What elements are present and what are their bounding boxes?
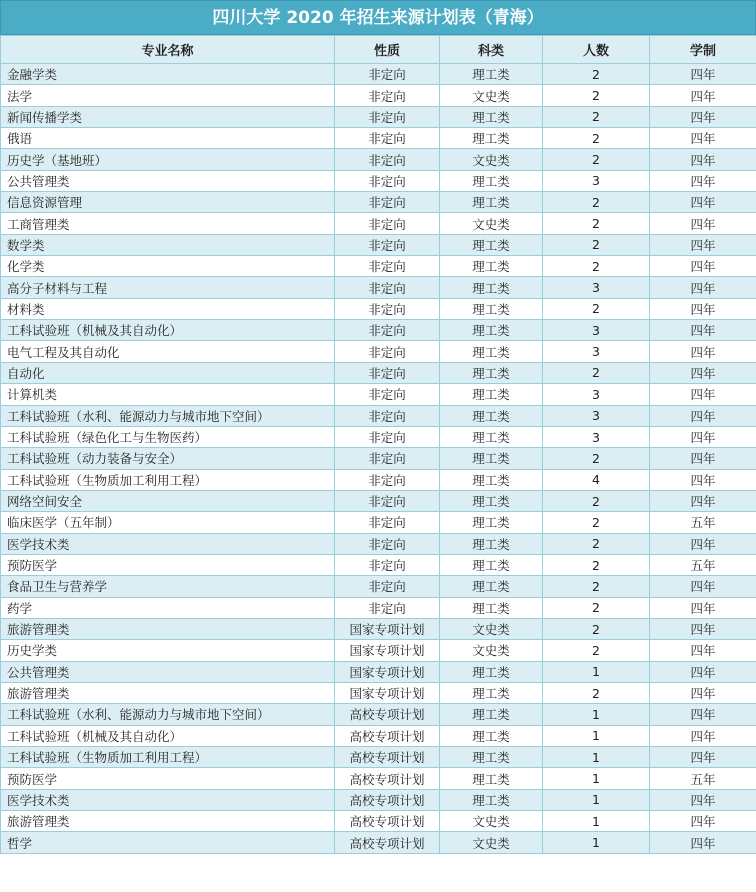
duration-cell: 四年: [650, 640, 756, 661]
table-row: [1, 128, 756, 149]
type-cell: 非定向: [335, 320, 440, 341]
table-row: [1, 554, 756, 575]
count-cell: 3: [543, 405, 650, 426]
type-cell: 国家专项计划: [335, 618, 440, 639]
major-cell: 法学: [1, 85, 335, 106]
type-cell: 非定向: [335, 128, 440, 149]
type-cell: 高校专项计划: [335, 789, 440, 810]
count-cell: 2: [543, 234, 650, 255]
type-cell: 非定向: [335, 405, 440, 426]
type-cell: 非定向: [335, 512, 440, 533]
count-cell: 1: [543, 725, 650, 746]
count-cell: 2: [543, 554, 650, 575]
count-cell: 1: [543, 811, 650, 832]
table-body: [1, 64, 756, 854]
category-cell: 理工类: [440, 661, 543, 682]
major-cell: 历史学类: [1, 640, 335, 661]
count-cell: 3: [543, 277, 650, 298]
count-cell: 2: [543, 618, 650, 639]
duration-cell: 四年: [650, 789, 756, 810]
category-cell: 理工类: [440, 554, 543, 575]
count-cell: 1: [543, 789, 650, 810]
major-cell: 工科试验班（绿色化工与生物医药）: [1, 426, 335, 447]
category-cell: 理工类: [440, 192, 543, 213]
duration-cell: 四年: [650, 490, 756, 511]
category-cell: 理工类: [440, 490, 543, 511]
table-row: [1, 789, 756, 810]
duration-cell: 四年: [650, 704, 756, 725]
duration-cell: 四年: [650, 384, 756, 405]
table-row: [1, 426, 756, 447]
count-cell: 2: [543, 85, 650, 106]
table-row: [1, 170, 756, 191]
major-cell: 网络空间安全: [1, 490, 335, 511]
major-cell: 自动化: [1, 362, 335, 383]
table-row: [1, 618, 756, 639]
duration-cell: 四年: [650, 682, 756, 703]
table-header-row: [1, 36, 756, 64]
count-cell: 2: [543, 682, 650, 703]
category-cell: 理工类: [440, 725, 543, 746]
table-row: [1, 277, 756, 298]
major-cell: 旅游管理类: [1, 618, 335, 639]
type-cell: 非定向: [335, 426, 440, 447]
type-cell: 高校专项计划: [335, 747, 440, 768]
major-cell: 计算机类: [1, 384, 335, 405]
header-duration: 学制: [650, 36, 756, 64]
duration-cell: 四年: [650, 362, 756, 383]
category-cell: 理工类: [440, 362, 543, 383]
category-cell: 理工类: [440, 533, 543, 554]
duration-cell: 四年: [650, 426, 756, 447]
table-row: [1, 341, 756, 362]
category-cell: 理工类: [440, 682, 543, 703]
category-cell: 理工类: [440, 576, 543, 597]
category-cell: 文史类: [440, 149, 543, 170]
major-cell: 工科试验班（水利、能源动力与城市地下空间）: [1, 405, 335, 426]
count-cell: 2: [543, 533, 650, 554]
major-cell: 高分子材料与工程: [1, 277, 335, 298]
type-cell: 非定向: [335, 384, 440, 405]
type-cell: 国家专项计划: [335, 682, 440, 703]
category-cell: 文史类: [440, 811, 543, 832]
table-row: [1, 597, 756, 618]
duration-cell: 四年: [650, 320, 756, 341]
table-row: [1, 533, 756, 554]
count-cell: 2: [543, 448, 650, 469]
table-row: [1, 213, 756, 234]
type-cell: 非定向: [335, 234, 440, 255]
table-row: [1, 234, 756, 255]
table-row: [1, 512, 756, 533]
type-cell: 高校专项计划: [335, 768, 440, 789]
duration-cell: 四年: [650, 618, 756, 639]
table-row: [1, 64, 756, 85]
type-cell: 高校专项计划: [335, 725, 440, 746]
duration-cell: 四年: [650, 341, 756, 362]
major-cell: 食品卫生与营养学: [1, 576, 335, 597]
category-cell: 理工类: [440, 768, 543, 789]
count-cell: 2: [543, 490, 650, 511]
duration-cell: 四年: [650, 192, 756, 213]
type-cell: 非定向: [335, 277, 440, 298]
category-cell: 理工类: [440, 277, 543, 298]
category-cell: 文史类: [440, 85, 543, 106]
duration-cell: 四年: [650, 405, 756, 426]
type-cell: 非定向: [335, 533, 440, 554]
major-cell: 药学: [1, 597, 335, 618]
table-row: [1, 362, 756, 383]
count-cell: 1: [543, 832, 650, 853]
major-cell: 公共管理类: [1, 170, 335, 191]
table-row: [1, 768, 756, 789]
category-cell: 理工类: [440, 789, 543, 810]
category-cell: 理工类: [440, 405, 543, 426]
count-cell: 1: [543, 661, 650, 682]
major-cell: 医学技术类: [1, 789, 335, 810]
major-cell: 工科试验班（机械及其自动化）: [1, 320, 335, 341]
count-cell: 2: [543, 640, 650, 661]
count-cell: 3: [543, 170, 650, 191]
count-cell: 3: [543, 426, 650, 447]
count-cell: 2: [543, 149, 650, 170]
category-cell: 理工类: [440, 448, 543, 469]
category-cell: 理工类: [440, 106, 543, 127]
table-row: [1, 384, 756, 405]
major-cell: 工商管理类: [1, 213, 335, 234]
type-cell: 非定向: [335, 554, 440, 575]
type-cell: 非定向: [335, 490, 440, 511]
type-cell: 高校专项计划: [335, 704, 440, 725]
duration-cell: 四年: [650, 170, 756, 191]
type-cell: 高校专项计划: [335, 832, 440, 853]
duration-cell: 四年: [650, 128, 756, 149]
table-row: [1, 85, 756, 106]
table-row: [1, 661, 756, 682]
type-cell: 非定向: [335, 85, 440, 106]
duration-cell: 四年: [650, 469, 756, 490]
type-cell: 非定向: [335, 469, 440, 490]
count-cell: 2: [543, 298, 650, 319]
admission-plan-table: [0, 35, 756, 854]
duration-cell: 四年: [650, 597, 756, 618]
type-cell: 非定向: [335, 256, 440, 277]
type-cell: 非定向: [335, 170, 440, 191]
table-row: [1, 490, 756, 511]
major-cell: 预防医学: [1, 768, 335, 789]
duration-cell: 四年: [650, 533, 756, 554]
duration-cell: 四年: [650, 725, 756, 746]
type-cell: 非定向: [335, 448, 440, 469]
count-cell: 2: [543, 64, 650, 85]
table-row: [1, 448, 756, 469]
category-cell: 文史类: [440, 618, 543, 639]
major-cell: 电气工程及其自动化: [1, 341, 335, 362]
type-cell: 国家专项计划: [335, 661, 440, 682]
type-cell: 非定向: [335, 576, 440, 597]
major-cell: 历史学（基地班）: [1, 149, 335, 170]
major-cell: 临床医学（五年制）: [1, 512, 335, 533]
major-cell: 金融学类: [1, 64, 335, 85]
major-cell: 预防医学: [1, 554, 335, 575]
count-cell: 2: [543, 213, 650, 234]
table-row: [1, 640, 756, 661]
count-cell: 1: [543, 704, 650, 725]
category-cell: 理工类: [440, 234, 543, 255]
category-cell: 理工类: [440, 597, 543, 618]
duration-cell: 四年: [650, 256, 756, 277]
category-cell: 理工类: [440, 341, 543, 362]
count-cell: 2: [543, 128, 650, 149]
table-row: [1, 747, 756, 768]
major-cell: 材料类: [1, 298, 335, 319]
category-cell: 理工类: [440, 64, 543, 85]
category-cell: 理工类: [440, 704, 543, 725]
major-cell: 化学类: [1, 256, 335, 277]
table-row: [1, 106, 756, 127]
table-row: [1, 725, 756, 746]
count-cell: 2: [543, 597, 650, 618]
major-cell: 新闻传播学类: [1, 106, 335, 127]
table-row: [1, 704, 756, 725]
table-row: [1, 469, 756, 490]
major-cell: 工科试验班（水利、能源动力与城市地下空间）: [1, 704, 335, 725]
duration-cell: 四年: [650, 213, 756, 234]
count-cell: 1: [543, 747, 650, 768]
major-cell: 工科试验班（生物质加工利用工程）: [1, 469, 335, 490]
major-cell: 旅游管理类: [1, 811, 335, 832]
count-cell: 1: [543, 768, 650, 789]
duration-cell: 五年: [650, 512, 756, 533]
category-cell: 理工类: [440, 320, 543, 341]
duration-cell: 四年: [650, 661, 756, 682]
duration-cell: 四年: [650, 64, 756, 85]
table-row: [1, 405, 756, 426]
count-cell: 3: [543, 341, 650, 362]
count-cell: 2: [543, 192, 650, 213]
table-title: 四川大学 2020 年招生来源计划表（青海）: [0, 0, 756, 35]
duration-cell: 五年: [650, 554, 756, 575]
duration-cell: 四年: [650, 149, 756, 170]
major-cell: 旅游管理类: [1, 682, 335, 703]
major-cell: 俄语: [1, 128, 335, 149]
table-row: [1, 811, 756, 832]
type-cell: 非定向: [335, 64, 440, 85]
category-cell: 理工类: [440, 426, 543, 447]
duration-cell: 四年: [650, 106, 756, 127]
type-cell: 非定向: [335, 341, 440, 362]
type-cell: 非定向: [335, 106, 440, 127]
count-cell: 2: [543, 576, 650, 597]
category-cell: 理工类: [440, 256, 543, 277]
category-cell: 理工类: [440, 298, 543, 319]
header-category: 科类: [440, 36, 543, 64]
duration-cell: 四年: [650, 234, 756, 255]
category-cell: 理工类: [440, 747, 543, 768]
type-cell: 非定向: [335, 597, 440, 618]
count-cell: 2: [543, 106, 650, 127]
table-row: [1, 298, 756, 319]
table-row: [1, 682, 756, 703]
duration-cell: 四年: [650, 448, 756, 469]
duration-cell: 四年: [650, 277, 756, 298]
category-cell: 文史类: [440, 213, 543, 234]
type-cell: 高校专项计划: [335, 811, 440, 832]
count-cell: 2: [543, 362, 650, 383]
header-type: 性质: [335, 36, 440, 64]
duration-cell: 四年: [650, 811, 756, 832]
header-major: 专业名称: [1, 36, 335, 64]
duration-cell: 四年: [650, 747, 756, 768]
table-row: [1, 192, 756, 213]
table-row: [1, 320, 756, 341]
duration-cell: 四年: [650, 832, 756, 853]
category-cell: 文史类: [440, 832, 543, 853]
major-cell: 公共管理类: [1, 661, 335, 682]
major-cell: 工科试验班（动力装备与安全）: [1, 448, 335, 469]
count-cell: 2: [543, 256, 650, 277]
category-cell: 理工类: [440, 469, 543, 490]
duration-cell: 四年: [650, 576, 756, 597]
type-cell: 国家专项计划: [335, 640, 440, 661]
duration-cell: 五年: [650, 768, 756, 789]
category-cell: 理工类: [440, 170, 543, 191]
count-cell: 3: [543, 384, 650, 405]
type-cell: 非定向: [335, 298, 440, 319]
category-cell: 理工类: [440, 128, 543, 149]
type-cell: 非定向: [335, 192, 440, 213]
count-cell: 4: [543, 469, 650, 490]
table-row: [1, 832, 756, 853]
duration-cell: 四年: [650, 298, 756, 319]
major-cell: 工科试验班（生物质加工利用工程）: [1, 747, 335, 768]
category-cell: 文史类: [440, 640, 543, 661]
type-cell: 非定向: [335, 149, 440, 170]
table-row: [1, 256, 756, 277]
major-cell: 工科试验班（机械及其自动化）: [1, 725, 335, 746]
major-cell: 数学类: [1, 234, 335, 255]
category-cell: 理工类: [440, 384, 543, 405]
major-cell: 医学技术类: [1, 533, 335, 554]
type-cell: 非定向: [335, 213, 440, 234]
table-row: [1, 149, 756, 170]
duration-cell: 四年: [650, 85, 756, 106]
header-count: 人数: [543, 36, 650, 64]
type-cell: 非定向: [335, 362, 440, 383]
count-cell: 3: [543, 320, 650, 341]
major-cell: 哲学: [1, 832, 335, 853]
table-row: [1, 576, 756, 597]
count-cell: 2: [543, 512, 650, 533]
major-cell: 信息资源管理: [1, 192, 335, 213]
category-cell: 理工类: [440, 512, 543, 533]
